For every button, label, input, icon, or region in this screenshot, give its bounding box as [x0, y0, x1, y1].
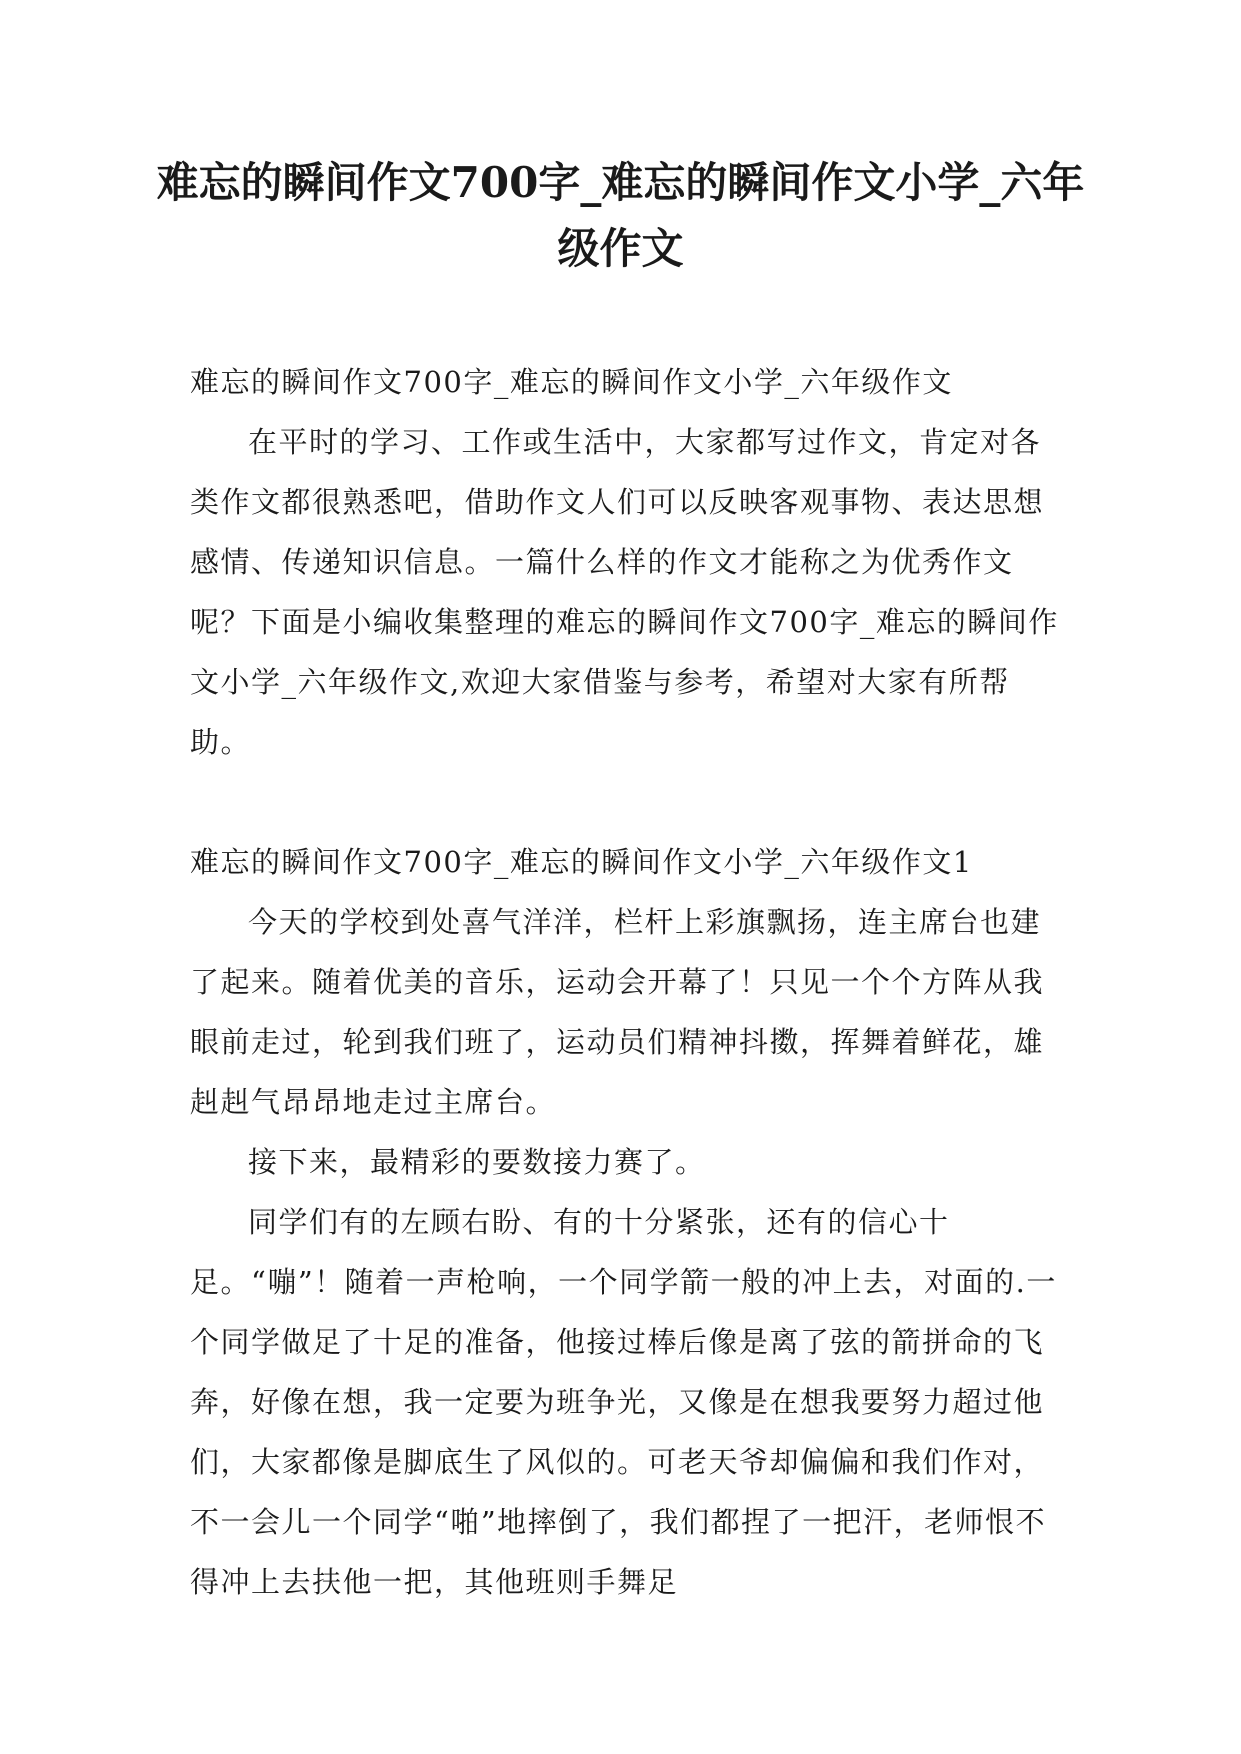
body-paragraph: 同学们有的左顾右盼、有的十分紧张，还有的信心十足。“嘣”！随着一声枪响，一个同学箭一般的冲上去，对面的.一个同学做足了十足的准备，他接过棒后像是离了弦的箭拼命的飞奔，好像在想，我一定要为班争光，又像是在想我要努力超过他们，大家都像是脚底生了风似的。可老天爷却偏偏和我们作对，不一会儿一个同学“啪”地摔倒了，我们都捏了一把汗，老师恨不得冲上去扶他一把，其他班则手舞足 — [190, 1205, 1057, 1599]
lead-heading: 难忘的瞬间作文700字_难忘的瞬间作文小学_六年级作文 — [190, 365, 953, 399]
section-heading: 难忘的瞬间作文700字_难忘的瞬间作文小学_六年级作文1 — [190, 845, 973, 879]
body-paragraph: 接下来，最精彩的要数接力赛了。 — [248, 1145, 706, 1179]
intro-paragraph: 在平时的学习、工作或生活中，大家都写过作文，肯定对各类作文都很熟悉吧，借助作文人们可以反映客观事物、表达思想感情、传递知识信息。一篇什么样的作文才能称之为优秀作文呢？下面是小编收集整理的难忘的瞬间作文700字_难忘的瞬间作文小学_六年级作文,欢迎大家借鉴与参考，希望对大家有所帮助。 — [190, 425, 1059, 759]
document-title: 难忘的瞬间作文700字_难忘的瞬间作文小学_六年级作文 — [156, 158, 1085, 273]
section-spacer — [190, 772, 1070, 832]
body-paragraph: 今天的学校到处喜气洋洋，栏杆上彩旗飘扬，连主席台也建了起来。随着优美的音乐，运动会开幕了！只见一个个方阵从我眼前走过，轮到我们班了，运动员们精神抖擞，挥舞着鲜花，雄赳赳气昂昂地走过主席台。 — [190, 905, 1045, 1119]
document-body — [190, 352, 1070, 1612]
